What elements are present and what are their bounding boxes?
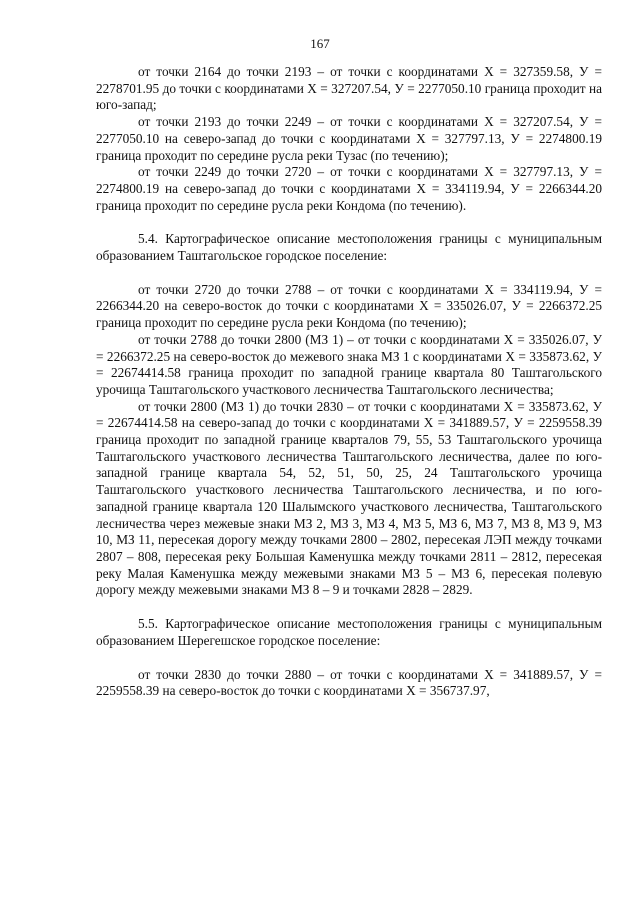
page-number: 167 [310,36,330,51]
section-heading-5-4: 5.4. Картографическое описание местоположения границы с муниципальным образованием Таштагольское городское поселение: [96,231,602,264]
document-body [96,64,602,700]
paragraph-2788-2800: от точки 2788 до точки 2800 (МЗ 1) – от точки с координатами Х = 335026.07, У = 2266372.25 на северо-восток до межевого знака МЗ 1 с координатами Х = 335873.62, У = 22674414.58 граница проходит по западной границе квартала 80 Таштагольского урочища Таштагольского участкового лесничества Таштагольского лесничества; [96,331,602,397]
paragraph-2830-2880: от точки 2830 до точки 2880 – от точки с координатами Х = 341889.57, У = 2259558.39 на северо-восток до точки с координатами Х = 356737.97, [96,666,602,699]
paragraph-2164-2193: от точки 2164 до точки 2193 – от точки с координатами Х = 327359.58, У = 2278701.95 до точки с координатами Х = 327207.54, У = 2277050.10 граница проходит на юго-запад; [96,64,602,113]
section-heading-5-5: 5.5. Картографическое описание местоположения границы с муниципальным образованием Шерегешское городское поселение: [96,616,602,648]
paragraph-2249-2720: от точки 2249 до точки 2720 – от точки с координатами Х = 327797.13, У = 2274800.19 на северо-запад до точки с координатами Х = 334119.94, У = 2266344.20 граница проходит по середине русла реки Кондома (по течению). [96,164,602,213]
paragraph-2193-2249: от точки 2193 до точки 2249 – от точки с координатами Х = 327207.54, У = 2277050.10 на северо-запад до точки с координатами Х = 327797.13, У = 2274800.19 граница проходит по середине русла реки Тузас (по течению); [96,114,602,163]
paragraph-2720-2788: от точки 2720 до точки 2788 – от точки с координатами Х = 334119.94, У = 2266344.20 на северо-восток до точки с координатами Х = 335026.07, У = 2266372.25 граница проходит по середине русла реки Кондома (по течению); [96,281,602,331]
paragraph-2800-2830: от точки 2800 (МЗ 1) до точки 2830 – от точки с координатами Х = 335873.62, У = 22674414.58 на северо-запад до точки с координатами Х = 341889.57, У = 2259558.39 граница проходит по западной границе кварталов 79, 55, 53 Таштагольского урочища Таштагольского участкового лесничества Таштагольского лесничества, далее по юго-западной границе квартала 54, 52, 51, 50, 25, 24 Таштагольского урочища Таштагольского участкового лесничества Таштагольского лесничества, и по юго-западной границе квартала 120 Шалымского участкового лесничества, Таштагольского лесничества через межевые знаки МЗ 2, МЗ 3, МЗ 4, МЗ 5, МЗ 6, МЗ 7, МЗ 8, МЗ 9, МЗ 10, МЗ 11, пересекая дорогу между точками 2800 – 2802, пересекая ЛЭП между точками 2807 – 808, пересекая реку Большая Каменушка между точками 2811 – 2812, пересекая реку Малая Каменушка между межевыми знаками МЗ 5 – МЗ 6, пересекая полевую дорогу между межевыми знаками МЗ 8 – 9 и точками 2828 – 2829. [96,398,602,598]
